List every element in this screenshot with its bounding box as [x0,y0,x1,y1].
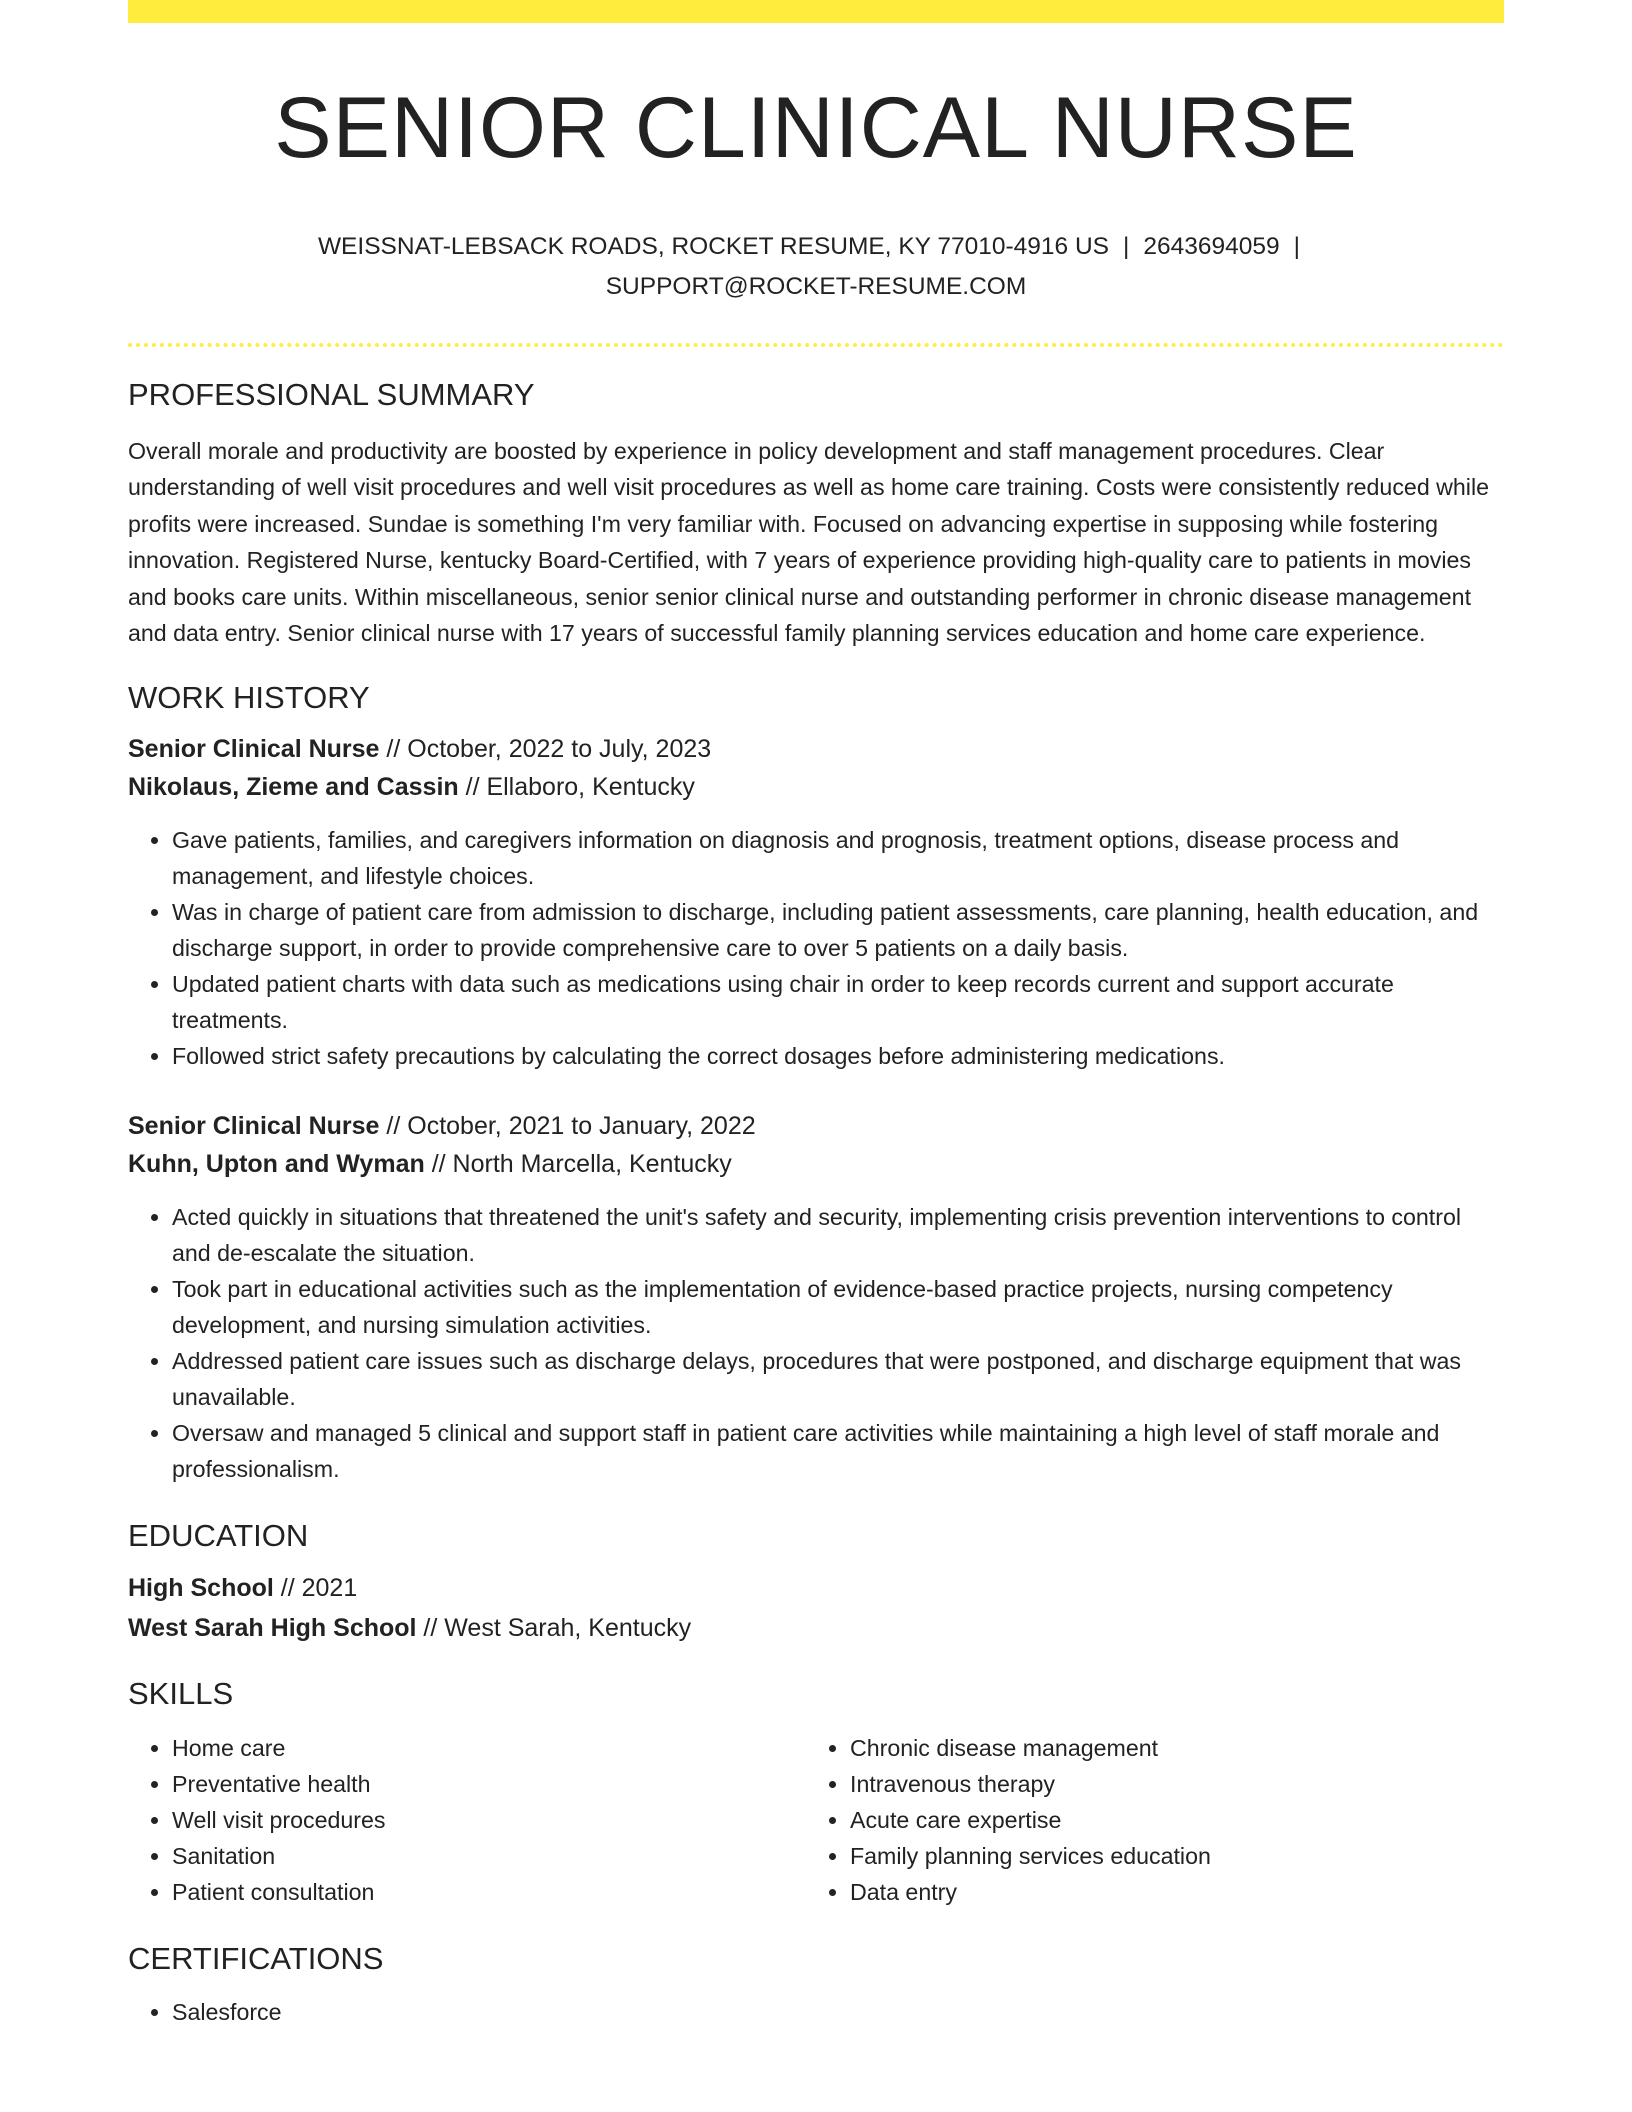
certifications-list [128,1994,1504,2030]
contact-separator: | [1293,233,1301,260]
certifications-heading: CERTIFICATIONS [128,1941,384,1977]
job-role-line [128,730,1504,768]
list-item: • Took part in educational activities such as the implementation of evidence-based practice projects, nursing competency development, and nursing simulation activities. [172,1271,1504,1343]
skills-section [128,1678,1504,1910]
list-item: • Chronic disease management [850,1730,1484,1766]
education-section [128,1520,1504,1648]
job-company-line [128,768,1504,806]
contact-line-1 [128,227,1504,267]
dotted-divider [128,343,1504,347]
resume-title: SENIOR CLINICAL NURSE [274,80,1358,176]
list-item: • Addressed patient care issues such as discharge delays, procedures that were postponed, and discharge equipment that was unavailable. [172,1343,1504,1415]
list-item: • Salesforce [172,1994,1504,2030]
accent-top-bar [128,0,1504,23]
job-dates: // October, 2022 to July, 2023 [379,735,712,764]
address: WEISSNAT-LEBSACK ROADS, ROCKET RESUME, KY 77010-4916 US [317,233,1110,260]
job-role: Senior Clinical Nurse [128,735,380,764]
list-item: • Acted quickly in situations that threatened the unit's safety and security, implementing crisis prevention interventions to control and de-escalate the situation. [172,1199,1504,1271]
list-item: • Gave patients, families, and caregivers information on diagnosis and prognosis, treatment options, disease process and management, and lifestyle choices. [172,822,1504,894]
list-item: • Oversaw and managed 5 clinical and support staff in patient care activities while maintaining a high level of staff morale and professionalism. [172,1415,1504,1487]
certifications-section [128,1943,1504,2030]
summary-heading: PROFESSIONAL SUMMARY [128,377,535,412]
job-bullets [128,1199,1504,1487]
email-link[interactable]: SUPPORT@ROCKET-RESUME.COM [605,273,1027,300]
skills-right-list [806,1730,1484,1910]
job-location: // Ellaboro, Kentucky [458,773,695,802]
contact-separator: | [1123,233,1130,260]
job-entry [128,730,1504,1074]
contact-info [128,227,1504,307]
education-year: // 2021 [273,1574,358,1603]
skills-left-list [128,1730,806,1910]
list-item: • Home care [172,1730,806,1766]
job-bullets [128,822,1504,1074]
work-history-heading: WORK HISTORY [128,680,370,716]
list-item: • Was in charge of patient care from admission to discharge, including patient assessments, care planning, health education, and discharge support, in order to provide comprehensive care to over 5 patients on a daily basis. [172,894,1504,966]
education-heading: EDUCATION [128,1518,309,1554]
job-location: // North Marcella, Kentucky [424,1150,732,1179]
education-degree-line [128,1568,1504,1608]
job-entry [128,1107,1504,1487]
phone: 2643694059 [1143,233,1280,260]
summary-section [128,379,1504,651]
list-item: • Patient consultation [172,1874,806,1910]
job-dates: // October, 2021 to January, 2022 [379,1112,756,1141]
list-item: • Preventative health [172,1766,806,1802]
list-item: • Sanitation [172,1838,806,1874]
contact-line-2 [128,267,1504,307]
job-role-line [128,1107,1504,1145]
list-item: • Updated patient charts with data such as medications using chair in order to keep records current and support accurate treatments. [172,966,1504,1038]
list-item: • Intravenous therapy [850,1766,1484,1802]
list-item: • Data entry [850,1874,1484,1910]
job-company: Nikolaus, Zieme and Cassin [128,773,459,802]
work-history-section [128,682,1504,1487]
list-item: • Acute care expertise [850,1802,1484,1838]
skills-heading: SKILLS [128,1676,234,1712]
summary-text: Overall morale and productivity are boosted by experience in policy development and staff management procedures. Clear understanding of well visit procedures and well visit procedures as well as home care training. Costs were consistently reduced while profits were increased. Sundae is something I'm very familiar with. Focused on advancing expertise in supposing while fostering innovation. Registered Nurse, kentucky Board-Certified, with 7 years of experience providing high-quality care to patients in movies and books care units. Within miscellaneous, senior senior clinical nurse and outstanding performer in chronic disease management and data entry. Senior clinical nurse with 17 years of successful family planning services education and home care experience. [128,438,1489,647]
job-role: Senior Clinical Nurse [128,1112,380,1141]
list-item: • Well visit procedures [172,1802,806,1838]
education-location: // West Sarah, Kentucky [416,1614,692,1643]
job-company-line [128,1145,1504,1183]
resume-page [128,0,1504,2030]
job-company: Kuhn, Upton and Wyman [128,1150,425,1179]
education-degree: High School [128,1574,274,1603]
list-item: • Followed strict safety precautions by calculating the correct dosages before administering medications. [172,1038,1504,1074]
skills-columns [128,1730,1504,1910]
education-school: West Sarah High School [128,1614,417,1643]
education-school-line [128,1608,1504,1648]
education-entry [128,1568,1504,1648]
list-item: • Family planning services education [850,1838,1484,1874]
